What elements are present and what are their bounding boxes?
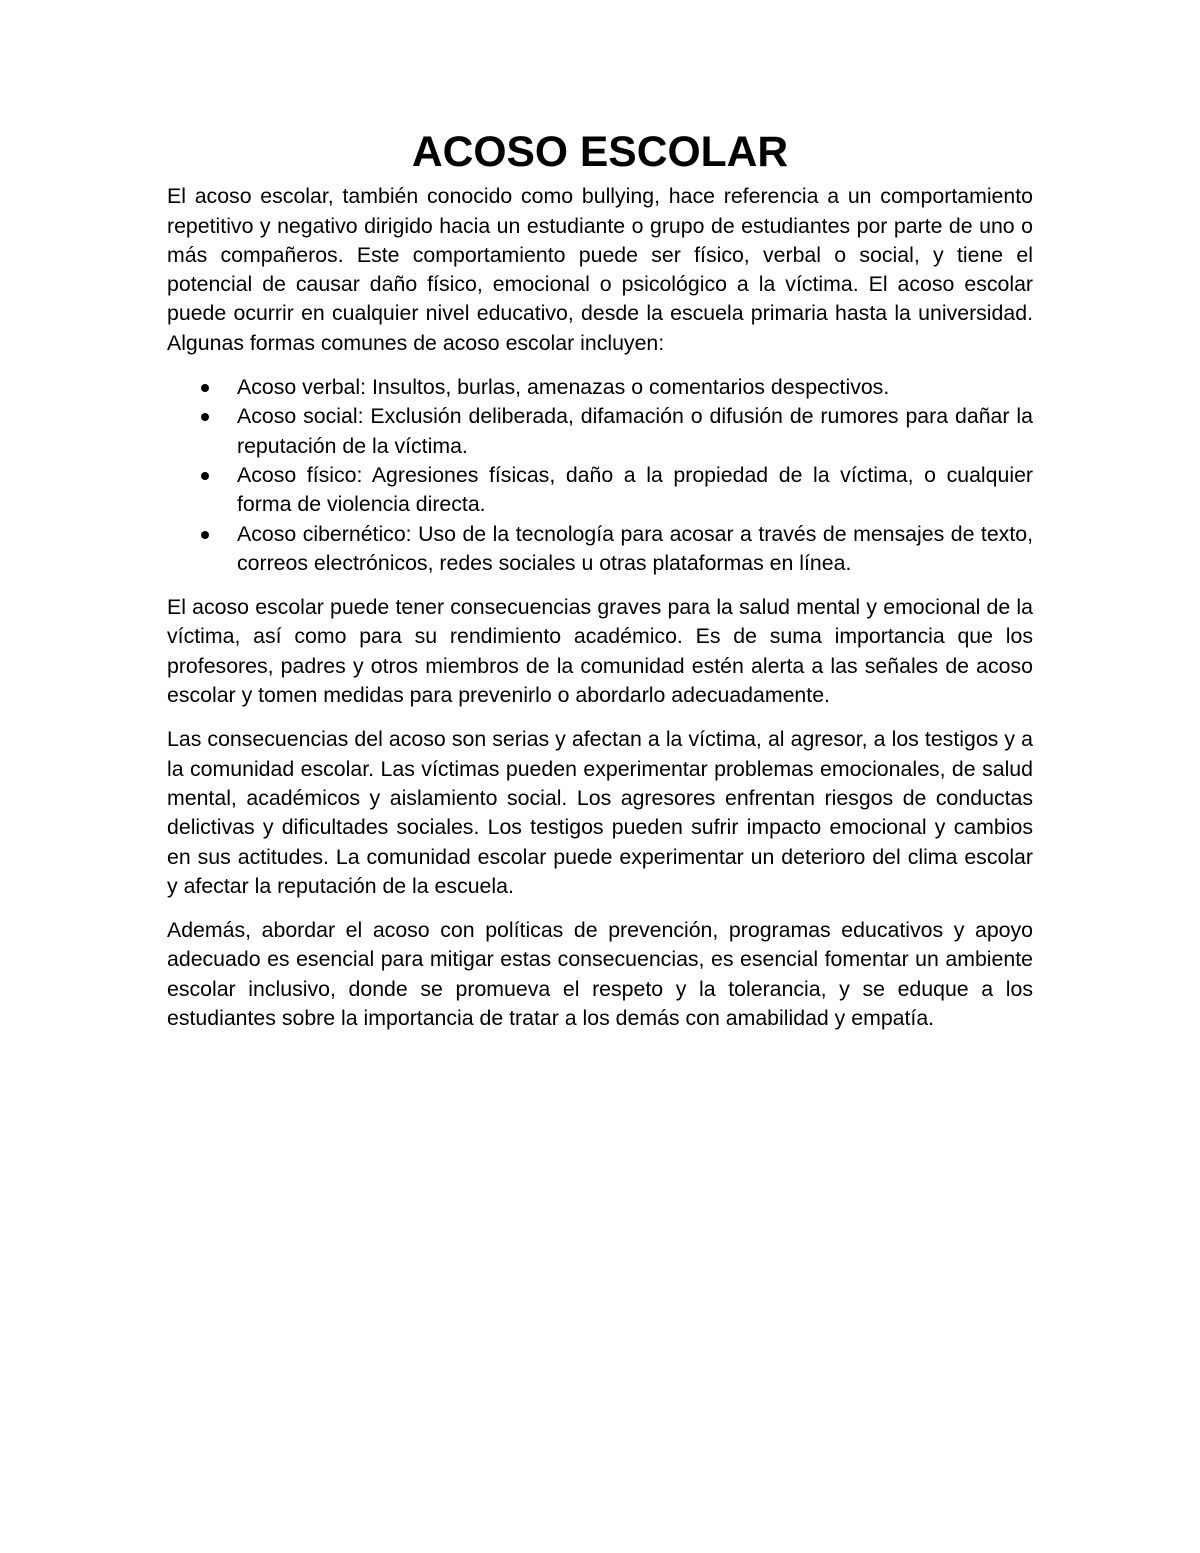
list-item [167, 461, 1033, 520]
list-item [167, 402, 1033, 461]
prevention-paragraph: Además, abordar el acoso con políticas de prevención, programas educativos y apoyo adecuado es esencial para mitigar estas consecuencias, es esencial fomentar un ambiente escolar inclusivo, donde se promueva el respeto y la tolerancia, y se eduque a los estudiantes sobre la importancia de tratar a los demás con amabilidad y empatía. [167, 918, 1033, 1031]
list-item-text: Acoso verbal: Insultos, burlas, amenazas o comentarios despectivos. [237, 375, 890, 400]
bullet-icon [201, 531, 209, 539]
bullet-icon [201, 472, 209, 480]
bullet-icon [201, 384, 209, 392]
list-item-text: Acoso social: Exclusión deliberada, difamación o difusión de rumores para dañar la reputación de la víctima. [237, 404, 1033, 458]
document-page [167, 128, 1033, 1048]
intro-paragraph: El acoso escolar, también conocido como bullying, hace referencia a un comportamiento repetitivo y negativo dirigido hacia un estudiante o grupo de estudiantes por parte de uno o más compañeros. Este comportamiento puede ser físico, verbal o social, y tiene el potencial de causar daño físico, emocional o psicológico a la víctima. El acoso escolar puede ocurrir en cualquier nivel educativo, desde la escuela primaria hasta la universidad. Algunas formas comunes de acoso escolar incluyen: [167, 184, 1033, 355]
bullet-list [167, 373, 1033, 578]
list-item-text: Acoso físico: Agresiones físicas, daño a la propiedad de la víctima, o cualquier forma de violencia directa. [237, 462, 1033, 517]
effects-paragraph: Las consecuencias del acoso son serias y afectan a la víctima, al agresor, a los testigos y a la comunidad escolar. Las víctimas pueden experimentar problemas emocionales, de salud mental, académicos y aislamiento social. Los agresores enfrentan riesgos de conductas delictivas y dificultades sociales. Los testigos pueden sufrir impacto emocional y cambios en sus actitudes. La comunidad escolar puede experimentar un deterioro del clima escolar y afectar la reputación de la escuela. [167, 727, 1033, 898]
list-item [167, 520, 1033, 579]
list-item [167, 373, 1033, 402]
list-item-text: Acoso cibernético: Uso de la tecnología para acosar a través de mensajes de texto, correos electrónicos, redes sociales u otras plataformas en línea. [237, 521, 1033, 575]
bullet-icon [201, 413, 209, 421]
document-title: ACOSO ESCOLAR [411, 128, 789, 176]
consequences-paragraph: El acoso escolar puede tener consecuencias graves para la salud mental y emocional de la víctima, así como para su rendimiento académico. Es de suma importancia que los profesores, padres y otros miembros de la comunidad estén alerta a las señales de acoso escolar y tomen medidas para prevenirlo o abordarlo adecuadamente. [167, 595, 1033, 708]
